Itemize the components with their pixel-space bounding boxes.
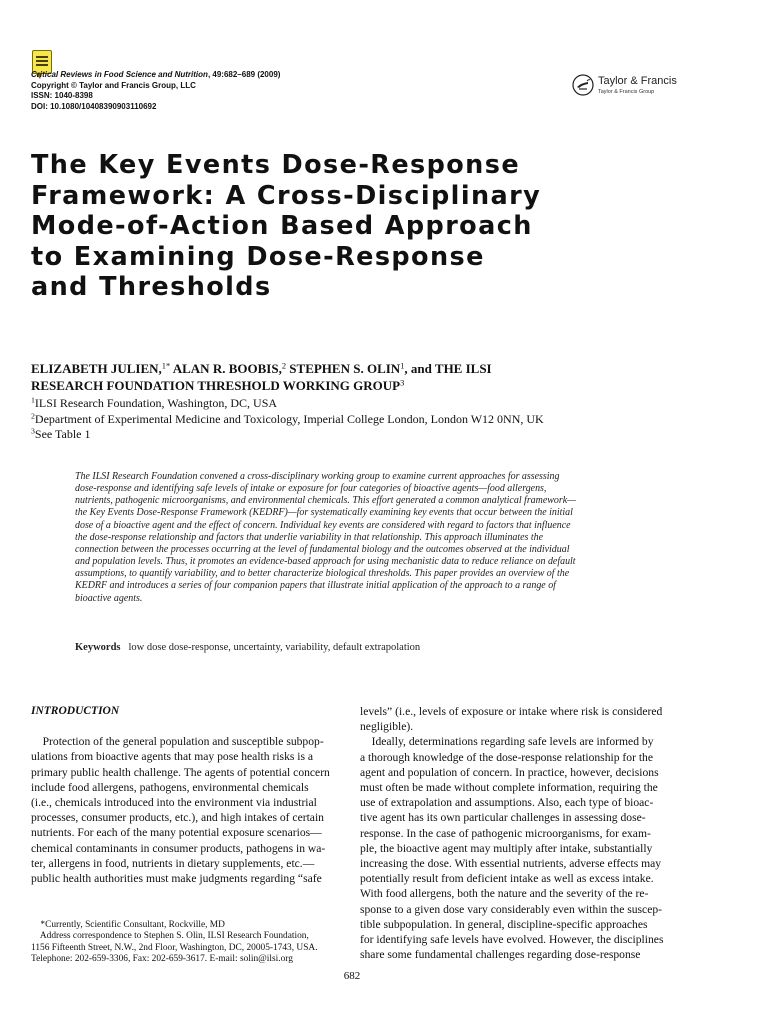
affiliation (31, 427, 631, 443)
copyright-line: Copyright © Taylor and Francis Group, LLC (31, 80, 196, 90)
body-line: for identifying safe levels have evolved. However, the disciplines (360, 933, 664, 947)
body-line: public health authorities must make judgments regarding “safe (31, 872, 322, 886)
doi-line[interactable]: DOI: 10.1080/10408390903110692 (31, 101, 157, 111)
abstract-line: bioactive agents. (75, 592, 143, 604)
title-line: Mode-of-Action Based Approach (31, 211, 533, 241)
journal-citation (31, 70, 451, 81)
keywords-label: Keywords (75, 642, 121, 653)
footnote-line: *Currently, Scientific Consultant, Rockville, MD (31, 920, 225, 930)
author-line (31, 360, 631, 377)
author-name: ELIZABETH JULIEN, (31, 361, 162, 376)
body-line: must often be made without complete information, requiring the (360, 781, 658, 795)
author-affil-mark: 1* (161, 360, 171, 371)
abstract-line: connection between the processes occurring at the level of fundamental biology and the outcomes observed at the individual (75, 543, 570, 555)
body-column-right (360, 704, 675, 962)
title-line: and Thresholds (31, 272, 272, 302)
journal-prefix: C (31, 70, 37, 79)
abstract-line: nutrients, pathogenic microorganisms, and environmental chemicals. This effort generated a common analytical framework— (75, 495, 576, 507)
footnotes (31, 920, 351, 965)
journal-volume: , 49:682–689 (2009) (207, 70, 281, 79)
page-number: 682 (343, 970, 361, 982)
body-line: ulations from bioactive agents that may pose health risks is a (31, 750, 314, 764)
author-name: STEPHEN S. OLIN (286, 361, 401, 376)
abstract (75, 471, 631, 605)
body-line: negligible). (360, 720, 414, 734)
body-line: tible subpopulation. In general, discipline-specific approaches (360, 917, 648, 931)
author-name: , and THE ILSI (404, 361, 492, 376)
keywords (75, 642, 635, 653)
journal-name: ritical Reviews in Food Science and Nutrition (36, 70, 208, 79)
author-line (31, 377, 631, 394)
article-title (31, 150, 631, 303)
body-line: sponse to a given dose vary considerably even within the suscep- (360, 902, 663, 916)
body-line: (i.e., chemicals introduced into the environment via industrial (31, 796, 317, 810)
keywords-text: low dose dose-response, uncertainty, variability, default extrapolation (128, 642, 421, 653)
body-line: a thorough knowledge of the dose-response relationship for the (360, 750, 653, 764)
body-line: agent and population of concern. In practice, however, decisions (360, 765, 659, 779)
body-line: Ideally, determinations regarding safe levels are informed by (360, 735, 654, 749)
title-line: to Examining Dose-Response (31, 241, 485, 272)
abstract-line: and population levels. Thus, it promotes an evidence-based approach for using mechanistic data to reduce reliance on default (75, 556, 576, 568)
title-line: The Key Events Dose-Response (31, 150, 521, 180)
abstract-line: assumptions, to quantify variability, and to better characterize biological thresholds. This paper provides an overview of the (75, 568, 570, 580)
author-affil-mark: 2 (281, 360, 287, 371)
abstract-line: The ILSI Research Foundation convened a cross-disciplinary working group to examine current approaches for assessing (75, 471, 560, 482)
body-line: processes, consumer products, etc.), and high intakes of certain (31, 811, 324, 825)
body-line: Protection of the general population and susceptible subpop- (31, 735, 324, 749)
affiliations (31, 396, 631, 443)
affiliation-text: ILSI Research Foundation, Washington, DC, USA (34, 396, 278, 410)
footnote-line: Telephone: 202-659-3306, Fax: 202-659-3617. E-mail: solin@ilsi.org (31, 953, 293, 964)
body-line: response. In the case of pathogenic microorganisms, for exam- (360, 826, 651, 840)
journal-header (31, 70, 451, 112)
affiliation-text: Department of Experimental Medicine and Toxicology, Imperial College London, London W12 0NN, UK (34, 411, 544, 426)
footnote-line: Address correspondence to Stephen S. Olin, ILSI Research Foundation, (31, 931, 309, 942)
body-line: ter, allergens in food, nutrients in dietary supplements, etc.— (31, 856, 315, 870)
body-line: chemical contaminants in consumer products, pathogens in wa- (31, 841, 326, 855)
body-line: primary public health challenge. The agents of potential concern (31, 765, 330, 779)
abstract-line: the dose-response relationship and factors that underlie variability in that relationship. This approach illuminates the (75, 531, 544, 543)
section-heading: INTRODUCTION (31, 705, 120, 717)
affiliation-text: See Table 1 (34, 427, 91, 441)
author-list (31, 360, 631, 394)
footnote-line: 1156 Fifteenth Street, N.W., 2nd Floor, Washington, DC, 20005-1743, USA. (31, 942, 318, 953)
body-column-left (31, 704, 344, 886)
body-line: include food allergens, pathogens, environmental chemicals (31, 780, 309, 794)
affiliation-mark: 3 (31, 426, 35, 436)
publisher-lamp-icon (572, 74, 594, 96)
publisher-name: Taylor & Francis (598, 75, 677, 87)
body-line: share some fundamental challenges regarding dose-response (360, 948, 641, 962)
author-name: RESEARCH FOUNDATION THRESHOLD WORKING GROUP (31, 378, 401, 393)
body-line: levels” (i.e., levels of exposure or intake where risk is considered (360, 705, 663, 718)
publisher-group: Taylor & Francis Group (598, 89, 655, 95)
body-line: nutrients. For each of the many potential exposure scenarios— (31, 826, 322, 840)
body-line: With food allergens, both the nature and the severity of the re- (360, 887, 649, 901)
title-line: Framework: A Cross-Disciplinary (31, 180, 542, 211)
body-line: potentially result from deficient intake as well as excess intake. (360, 872, 654, 886)
author-affil-mark: 1 (400, 360, 405, 371)
author-name: ALAN R. BOOBIS, (170, 361, 282, 376)
publisher-logo (572, 72, 702, 100)
abstract-line: dose-response and identifying safe levels of intake or exposure for four categories of bioactive agents—food allergens, (75, 483, 547, 495)
affiliation (31, 412, 631, 428)
issn-line: ISSN: 1040-8398 (31, 91, 93, 100)
abstract-line: KEDRF and introduces a series of four companion papers that illustrate initial application of the approach to a range of (75, 580, 556, 592)
body-line: ple, the bioactive agent may multiply after intake, substantially (360, 841, 653, 855)
affiliation-mark: 1 (31, 395, 35, 405)
affiliation-mark: 2 (31, 411, 35, 421)
body-line: use of extrapolation and assumptions. Also, each type of bioac- (360, 796, 654, 810)
body-line: tive agent has its own particular challenges in assessing dose- (360, 811, 646, 825)
author-affil-mark: 3 (400, 377, 405, 388)
affiliation (31, 396, 631, 412)
abstract-line: the Key Events Dose-Response Framework (KEDRF)—for systematically examining key events that occur between the initial (75, 507, 573, 519)
body-line: increasing the dose. With essential nutrients, adverse effects may (360, 857, 662, 871)
abstract-line: dose of a bioactive agent and the effect of concern. Individual key events are considered with regard to factors that influence (75, 519, 571, 531)
